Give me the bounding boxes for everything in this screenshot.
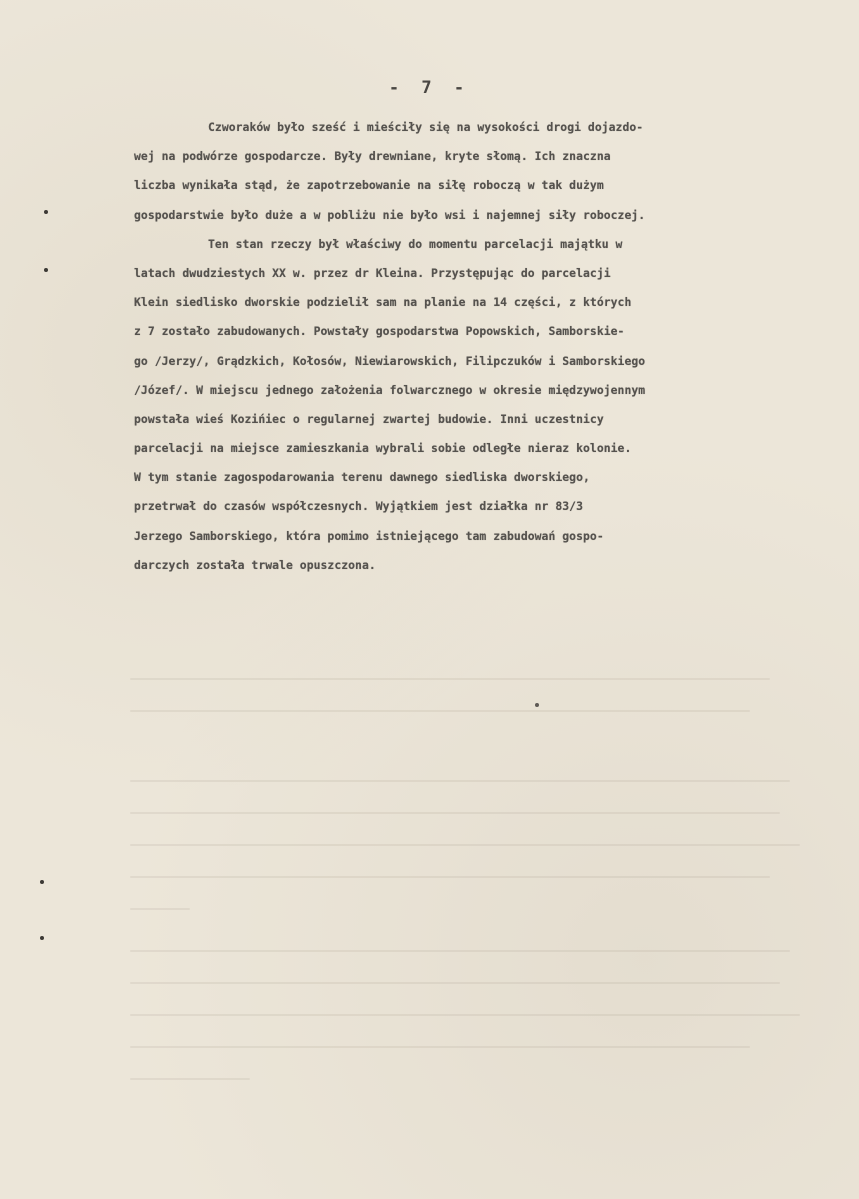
show-through-line — [130, 812, 780, 814]
text-line: z 7 zostało zabudowanych. Powstały gospodarstwa Popowskich, Samborskie- — [134, 324, 625, 339]
punch-hole-mark — [44, 268, 48, 272]
show-through-line — [130, 1046, 750, 1048]
text-line: liczba wynikała stąd, że zapotrzebowanie na siłę roboczą w tak dużym — [134, 178, 604, 193]
show-through-line — [130, 780, 790, 782]
show-through-line — [130, 908, 190, 910]
show-through-line — [130, 844, 800, 846]
text-line: Jerzego Samborskiego, która pomimo istniejącego tam zabudowań gospo- — [134, 528, 604, 543]
text-line: powstała wieś Kozińiec o regularnej zwartej budowie. Inni uczestnicy — [134, 411, 604, 426]
ink-speck — [535, 703, 539, 707]
show-through-line — [130, 1014, 800, 1016]
text-line: darczych została trwale opuszczona. — [134, 557, 376, 572]
text-line: go /Jerzy/, Grądzkich, Kołosów, Niewiarowskich, Filipczuków i Samborskiego — [134, 353, 646, 368]
text-line: wej na podwórze gospodarcze. Były drewniane, kryte słomą. Ich znaczna — [134, 149, 611, 164]
text-line: W tym stanie zagospodarowania terenu dawnego siedliska dworskiego, — [134, 470, 590, 485]
show-through-line — [130, 950, 790, 952]
text-line: przetrwał do czasów współczesnych. Wyjątkiem jest działka nr 83/3 — [134, 499, 584, 514]
text-line: /Józef/. W miejscu jednego założenia folwarcznego w okresie międzywojennym — [134, 382, 646, 397]
show-through-line — [130, 982, 780, 984]
text-line: parcelacji na miejsce zamieszkania wybrali sobie odległe nieraz kolonie. — [134, 441, 632, 456]
text-line: latach dwudziestych XX w. przez dr Kleina. Przystępując do parcelacji — [134, 265, 611, 280]
show-through-line — [130, 876, 770, 878]
punch-hole-mark — [40, 880, 44, 884]
show-through-line — [130, 710, 750, 712]
text-line: Czworaków było sześć i mieściły się na wysokości drogi dojazdo- — [208, 120, 644, 134]
show-through-line — [130, 1078, 250, 1080]
show-through-area — [130, 670, 830, 1110]
show-through-line — [130, 678, 770, 680]
text-line: Ten stan rzeczy był właściwy do momentu parcelacji majątku w — [208, 236, 623, 251]
body-text — [134, 113, 854, 580]
text-line: Klein siedlisko dworskie podzielił sam na planie na 14 części, z których — [134, 295, 632, 310]
punch-hole-mark — [40, 936, 44, 940]
text-line: gospodarstwie było duże a w pobliżu nie było wsi i najemnej siły roboczej. — [134, 207, 646, 222]
punch-hole-mark — [44, 210, 48, 214]
page-number: - 7 - — [388, 78, 471, 98]
